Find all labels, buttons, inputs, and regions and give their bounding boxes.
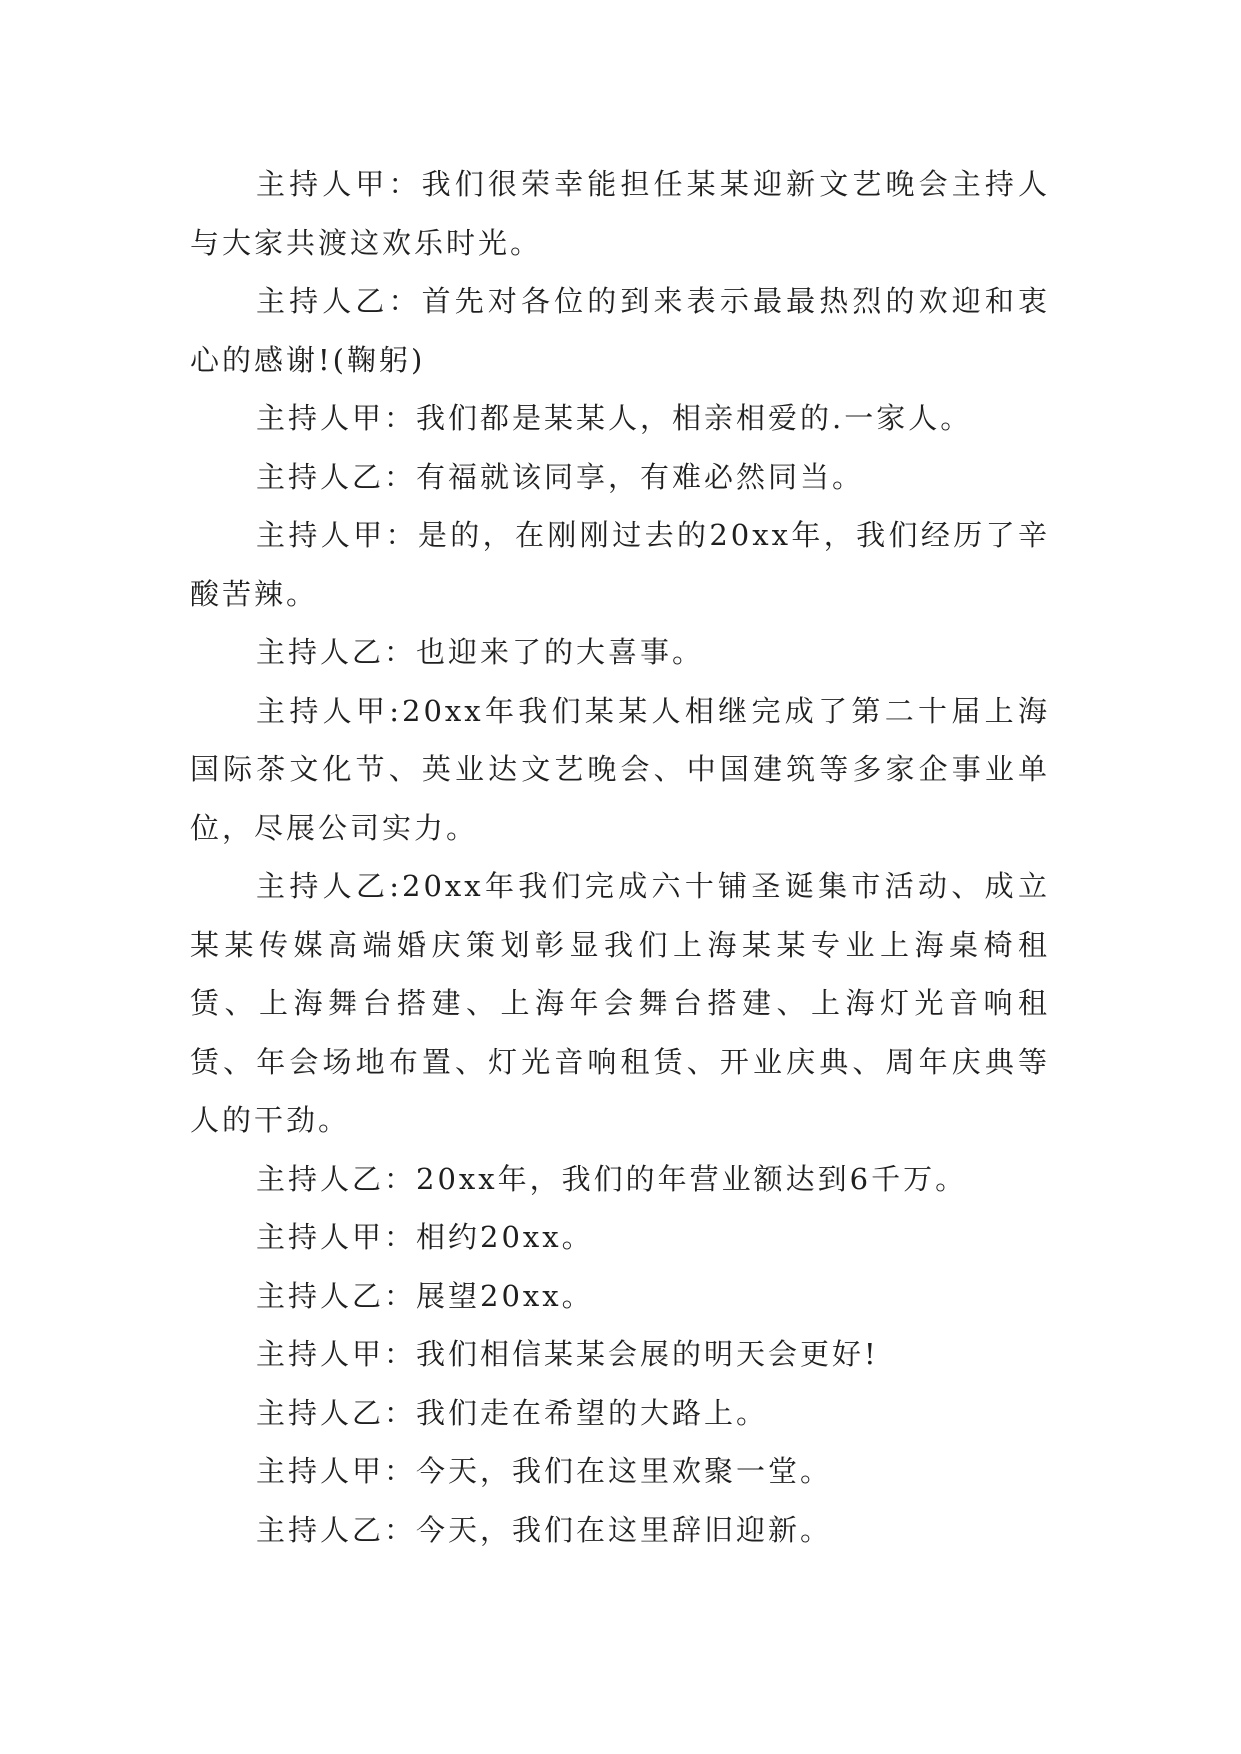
document-body	[190, 155, 1050, 1559]
paragraph: 主持人甲：今天，我们在这里欢聚一堂。	[256, 1454, 833, 1488]
paragraph: 主持人甲：相约20xx。	[256, 1220, 594, 1254]
paragraph: 主持人乙：今天，我们在这里辞旧迎新。	[256, 1512, 833, 1547]
paragraph: 主持人乙：展望20xx。	[256, 1278, 594, 1313]
paragraph: 主持人甲：我们很荣幸能担任某某迎新文艺晚会主持人与大家共渡这欢乐时光。	[190, 167, 1050, 260]
paragraph: 主持人乙：我们走在希望的大路上。	[256, 1395, 769, 1430]
paragraph: 主持人甲：我们都是某某人，相亲相爱的.一家人。	[256, 401, 973, 435]
paragraph: 主持人甲：我们相信某某会展的明天会更好!	[256, 1337, 879, 1371]
paragraph: 主持人乙:20xx年我们完成六十铺圣诞集市活动、成立某某传媒高端婚庆策划彰显我们上海某某专业上海桌椅租赁、上海舞台搭建、上海年会舞台搭建、上海灯光音响租赁、年会场地布置、灯光音响租赁、开业庆典、周年庆典等人的干劲。	[190, 869, 1050, 1137]
paragraph: 主持人甲：是的，在刚刚过去的20xx年，我们经历了辛酸苦辣。	[190, 518, 1050, 611]
paragraph: 主持人乙：也迎来了的大喜事。	[256, 635, 705, 669]
paragraph: 主持人乙：首先对各位的到来表示最最热烈的欢迎和衷心的感谢!(鞠躬)	[190, 284, 1050, 377]
paragraph: 主持人甲:20xx年我们某某人相继完成了第二十届上海国际茶文化节、英业达文艺晚会、中国建筑等多家企事业单位，尽展公司实力。	[190, 693, 1050, 845]
paragraph: 主持人乙：20xx年，我们的年营业额达到6千万。	[256, 1161, 968, 1196]
paragraph: 主持人乙：有福就该同享，有难必然同当。	[256, 459, 865, 494]
